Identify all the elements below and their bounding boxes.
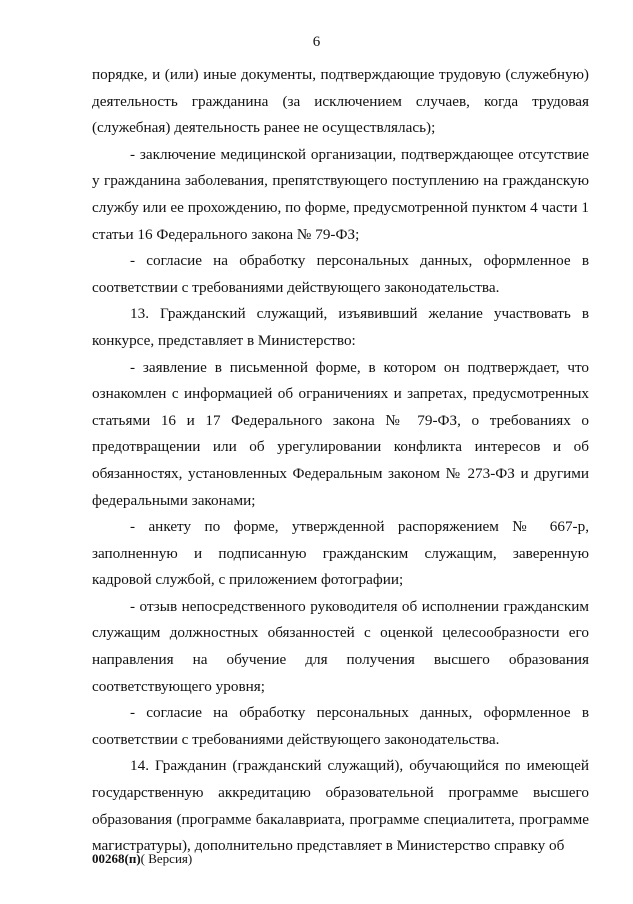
document-body bbox=[92, 62, 589, 860]
paragraph-item-14: 14. Гражданин (гражданский служащий), обучающийся по имеющей государственную аккредитацию образовательной программе высшего образования (программе бакалавриата, программе специалитета, программе магистратуры), дополнительно представляет в Министерство справку об bbox=[92, 757, 589, 855]
paragraph-written-statement: - заявление в письменной форме, в котором он подтверждает, что ознакомлен с информацией об ограничениях и запретах, предусмотренных статьями 16 и 17 Федерального закона № 79-ФЗ, о требованиях о предотвращении или об урегулировании конфликта интересов и об обязанностях, установленных Федеральным законом № 273-ФЗ и другими федеральными законами; bbox=[92, 358, 589, 509]
paragraph-data-consent-2: - согласие на обработку персональных данных, оформленное в соответствии с требованиями действующего законодательства. bbox=[92, 704, 589, 748]
document-version: ( Версия) bbox=[140, 851, 193, 866]
page-number: 6 bbox=[312, 34, 321, 50]
paragraph-continuation: порядке, и (или) иные документы, подтверждающие трудовую (служебную) деятельность гражданина (за исключением случаев, когда трудовая (служебная) деятельность ранее не осуществлялась); bbox=[92, 66, 589, 137]
paragraph-data-consent: - согласие на обработку персональных данных, оформленное в соответствии с требованиями действующего законодательства. bbox=[92, 252, 589, 296]
paragraph-supervisor-review: - отзыв непосредственного руководителя об исполнении гражданским служащим должностных обязанностей с оценкой целесообразности его направления на обучение для получения высшего образования соответствующего уровня; bbox=[92, 597, 589, 695]
paragraph-medical-certificate: - заключение медицинской организации, подтверждающее отсутствие у гражданина заболевания, препятствующего поступлению на гражданскую службу или ее прохождению, по форме, предусмотренной пунктом 4 части 1 статьи 16 Федерального закона № 79-ФЗ; bbox=[92, 145, 589, 243]
paragraph-item-13: 13. Гражданский служащий, изъявивший желание участвовать в конкурсе, представляет в Министерство: bbox=[92, 305, 589, 349]
document-code: 00268(п) bbox=[92, 851, 141, 866]
paragraph-questionnaire: - анкету по форме, утвержденной распоряжением № 667-р, заполненную и подписанную гражданским служащим, заверенную кадровой службой, с приложением фотографии; bbox=[92, 518, 589, 589]
document-footer bbox=[92, 850, 192, 868]
